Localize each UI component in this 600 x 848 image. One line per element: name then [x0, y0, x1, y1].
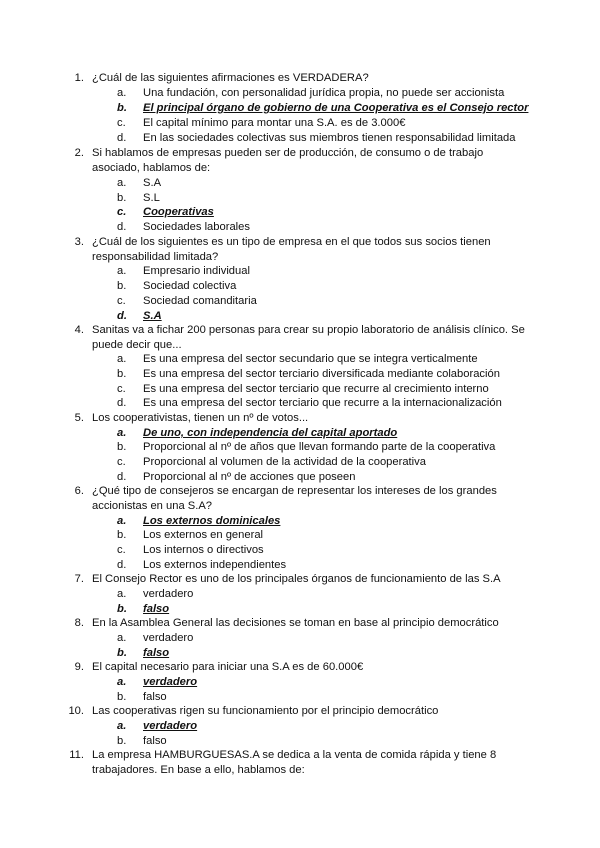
option-letter: b. — [117, 280, 127, 292]
option-letter: c. — [117, 117, 126, 129]
option-5c — [117, 455, 543, 470]
question-number: 3. — [74, 236, 84, 248]
option-text: Proporcional al volumen de la actividad de la cooperativa — [143, 456, 426, 468]
option-letter: d. — [117, 132, 127, 144]
question-7 — [74, 572, 532, 587]
option-4a — [117, 352, 543, 367]
option-text: verdadero — [143, 588, 194, 600]
option-letter: b. — [117, 603, 127, 615]
question-text: El Consejo Rector es uno de los principales órganos de funcionamiento de las S.A — [92, 573, 501, 585]
option-4b — [117, 367, 543, 382]
question-8 — [74, 616, 532, 631]
question-2 — [74, 146, 532, 175]
option-6b — [117, 528, 543, 543]
option-text: Es una empresa del sector terciario que recurre a la internacionalización — [143, 397, 502, 409]
option-10b — [117, 734, 543, 749]
question-9 — [74, 660, 532, 675]
question-number: 5. — [74, 412, 84, 424]
option-text: Es una empresa del sector terciario que recurre al crecimiento interno — [143, 383, 489, 395]
option-text: Los internos o directivos — [143, 544, 264, 556]
option-letter: c. — [117, 456, 126, 468]
option-text: El capital mínimo para montar una S.A. es de 3.000€ — [143, 117, 406, 129]
option-text: Sociedad comanditaria — [143, 295, 257, 307]
option-2c-correct — [117, 205, 543, 220]
option-8a — [117, 631, 543, 646]
question-text: ¿Cuál de los siguientes es un tipo de empresa en el que todos sus socios tienen responsabilidad limitada? — [92, 236, 491, 263]
question-text: Si hablamos de empresas pueden ser de producción, de consumo o de trabajo asociado, hablamos de: — [92, 147, 484, 174]
question-number: 4. — [74, 324, 84, 336]
option-3a — [117, 264, 543, 279]
option-letter: a. — [117, 588, 127, 600]
option-letter: a. — [117, 87, 127, 99]
question-text: En la Asamblea General las decisiones se toman en base al principio democrático — [92, 617, 499, 629]
option-text: Sociedades laborales — [143, 221, 250, 233]
option-6a-correct — [117, 514, 543, 529]
option-letter: a. — [117, 177, 127, 189]
option-letter: a. — [117, 515, 127, 527]
option-4d — [117, 396, 543, 411]
option-letter: b. — [117, 368, 127, 380]
question-3 — [74, 235, 532, 264]
option-1d — [117, 131, 543, 146]
option-1b-correct — [117, 101, 543, 116]
option-text: El principal órgano de gobierno de una Cooperativa es el Consejo rector — [143, 102, 529, 114]
option-text: Los externos dominicales — [143, 515, 281, 527]
option-text: Es una empresa del sector terciario diversificada mediante colaboración — [143, 368, 500, 380]
option-2a — [117, 176, 543, 191]
option-text: falso — [143, 735, 167, 747]
option-letter: a. — [117, 265, 127, 277]
option-10a-correct — [117, 719, 543, 734]
question-number: 8. — [74, 617, 84, 629]
option-text: Proporcional al nº de acciones que poseen — [143, 471, 356, 483]
question-5 — [74, 411, 532, 426]
option-2b — [117, 191, 543, 206]
option-letter: d. — [117, 559, 127, 571]
option-7b-correct — [117, 602, 543, 617]
option-text: Es una empresa del sector secundario que se integra verticalmente — [143, 353, 478, 365]
option-8b-correct — [117, 646, 543, 661]
option-text: S.A — [143, 177, 162, 189]
question-number: 6. — [74, 485, 84, 497]
question-number: 10. — [68, 705, 84, 717]
option-text: S.L — [143, 192, 160, 204]
option-1c — [117, 116, 543, 131]
option-letter: d. — [117, 221, 127, 233]
option-text: Empresario individual — [143, 265, 250, 277]
question-number: 7. — [74, 573, 84, 585]
option-text: falso — [143, 691, 167, 703]
option-5d — [117, 470, 543, 485]
option-text: Una fundación, con personalidad jurídica propia, no puede ser accionista — [143, 87, 505, 99]
option-4c — [117, 382, 543, 397]
option-text: falso — [143, 603, 170, 615]
question-11 — [69, 748, 532, 777]
option-text: verdadero — [143, 720, 198, 732]
option-3c — [117, 294, 543, 309]
question-10 — [68, 704, 532, 719]
option-9b — [117, 690, 543, 705]
question-text: ¿Qué tipo de consejeros se encargan de representar los intereses de los grandes accionistas en una S.A? — [92, 485, 497, 512]
question-1 — [74, 71, 532, 86]
question-number: 9. — [74, 661, 84, 673]
question-number: 1. — [74, 72, 84, 84]
question-text: El capital necesario para iniciar una S.A es de 60.000€ — [92, 661, 364, 673]
option-letter: c. — [117, 295, 126, 307]
option-3d-correct — [117, 309, 543, 324]
option-1a — [117, 86, 543, 101]
question-6 — [74, 484, 532, 513]
question-text: Sanitas va a fichar 200 personas para crear su propio laboratorio de análisis clínico. Se puede decir que... — [92, 324, 525, 351]
option-text: verdadero — [143, 676, 198, 688]
option-letter: c. — [117, 206, 127, 218]
option-6c — [117, 543, 543, 558]
option-letter: a. — [117, 720, 127, 732]
question-text: Las cooperativas rigen su funcionamiento por el principio democrático — [92, 705, 439, 717]
option-text: falso — [143, 647, 170, 659]
question-text: Los cooperativistas, tienen un nº de votos... — [92, 412, 309, 424]
option-letter: a. — [117, 632, 127, 644]
option-text: Los externos independientes — [143, 559, 287, 571]
option-text: Sociedad colectiva — [143, 280, 237, 292]
option-letter: d. — [117, 397, 127, 409]
option-letter: d. — [117, 310, 127, 322]
option-letter: b. — [117, 102, 127, 114]
option-letter: b. — [117, 192, 127, 204]
option-5b — [117, 440, 543, 455]
question-number: 11. — [69, 749, 84, 761]
option-letter: b. — [117, 647, 127, 659]
option-text: Proporcional al nº de años que llevan formando parte de la cooperativa — [143, 441, 496, 453]
option-letter: b. — [117, 529, 127, 541]
option-5a-correct — [117, 426, 543, 441]
question-text: ¿Cuál de las siguientes afirmaciones es VERDADERA? — [92, 72, 369, 84]
option-letter: c. — [117, 383, 126, 395]
option-letter: a. — [117, 676, 127, 688]
question-4 — [74, 323, 532, 352]
option-2d — [117, 220, 543, 235]
option-text: Cooperativas — [143, 206, 214, 218]
option-3b — [117, 279, 543, 294]
option-9a-correct — [117, 675, 543, 690]
option-letter: c. — [117, 544, 126, 556]
question-text: La empresa HAMBURGUESAS.A se dedica a la venta de comida rápida y tiene 8 trabajadores. En base a ello, hablamos de: — [92, 749, 497, 776]
option-letter: b. — [117, 735, 127, 747]
question-number: 2. — [74, 147, 84, 159]
option-letter: b. — [117, 691, 127, 703]
option-text: S.A — [143, 310, 162, 322]
option-letter: b. — [117, 441, 127, 453]
option-text: Los externos en general — [143, 529, 264, 541]
option-letter: a. — [117, 353, 127, 365]
option-6d — [117, 558, 543, 573]
option-text: En las sociedades colectivas sus miembros tienen responsabilidad limitada — [143, 132, 516, 144]
option-text: De uno, con independencia del capital aportado — [143, 427, 398, 439]
option-text: verdadero — [143, 632, 194, 644]
option-letter: a. — [117, 427, 127, 439]
option-letter: d. — [117, 471, 127, 483]
option-7a — [117, 587, 543, 602]
